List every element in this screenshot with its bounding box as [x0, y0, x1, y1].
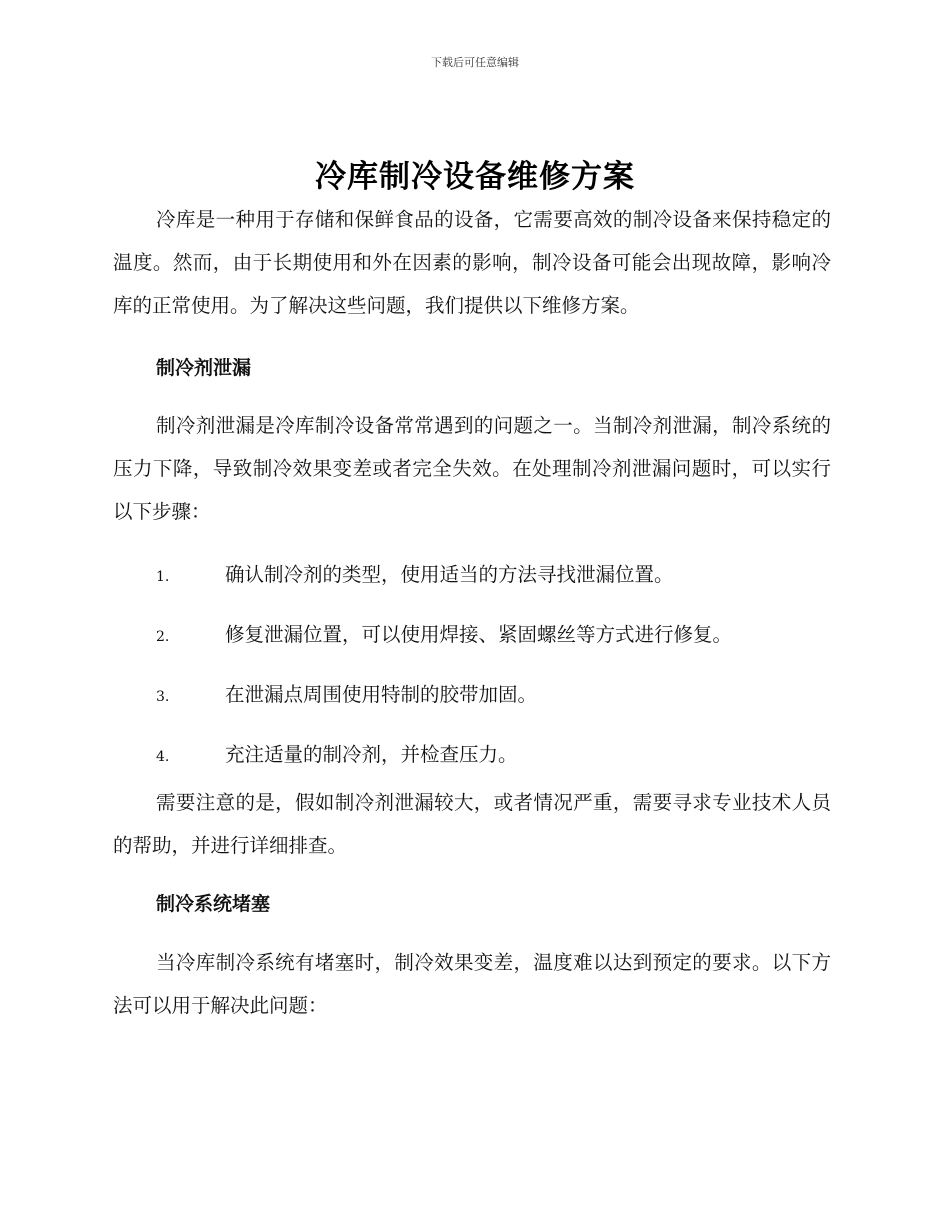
section-heading: 制冷系统堵塞: [156, 893, 271, 915]
list-text: 修复泄漏位置，可以使用焊接、紧固螺丝等方式进行修复。: [225, 623, 733, 646]
list-item: [113, 673, 831, 719]
list-item: [113, 553, 831, 599]
section-system-blockage: [113, 883, 831, 926]
section1-paragraph-block: [113, 404, 831, 533]
section-paragraph: 制冷剂泄漏是冷库制冷设备常常遇到的问题之一。当制冷剂泄漏，制冷系统的压力下降，导致制冷效果变差或者完全失效。在处理制冷剂泄漏问题时，可以实行以下步骤：: [113, 414, 831, 523]
list-number: 2.: [156, 629, 170, 645]
list-number: 1.: [156, 569, 170, 585]
section1-note-block: [113, 781, 831, 867]
header-note: 下载后可任意编辑: [431, 56, 519, 69]
list-number: 4.: [156, 749, 170, 765]
list-item: [113, 733, 831, 779]
list-text: 充注适量的制冷剂，并检查压力。: [225, 743, 518, 766]
section2-paragraph-block: [113, 941, 831, 1027]
section-refrigerant-leak: [113, 347, 831, 390]
section-heading: 制冷剂泄漏: [156, 357, 252, 379]
intro-block: [113, 198, 831, 327]
list-number: 3.: [156, 689, 170, 705]
list-text: 确认制冷剂的类型，使用适当的方法寻找泄漏位置。: [225, 563, 674, 586]
intro-paragraph: 冷库是一种用于存储和保鲜食品的设备，它需要高效的制冷设备来保持稳定的温度。然而，由于长期使用和外在因素的影响，制冷设备可能会出现故障，影响冷库的正常使用。为了解决这些问题，我们提供以下维修方案。: [113, 208, 831, 317]
list-item: [113, 613, 831, 659]
document-title: 冷库制冷设备维修方案: [315, 159, 635, 195]
step-list: [113, 553, 831, 779]
section-paragraph: 需要注意的是，假如制冷剂泄漏较大，或者情况严重，需要寻求专业技术人员的帮助，并进行详细排查。: [113, 791, 831, 857]
section-paragraph: 当冷库制冷系统有堵塞时，制冷效果变差，温度难以达到预定的要求。以下方法可以用于解决此问题：: [113, 951, 831, 1017]
list-text: 在泄漏点周围使用特制的胶带加固。: [225, 683, 538, 706]
